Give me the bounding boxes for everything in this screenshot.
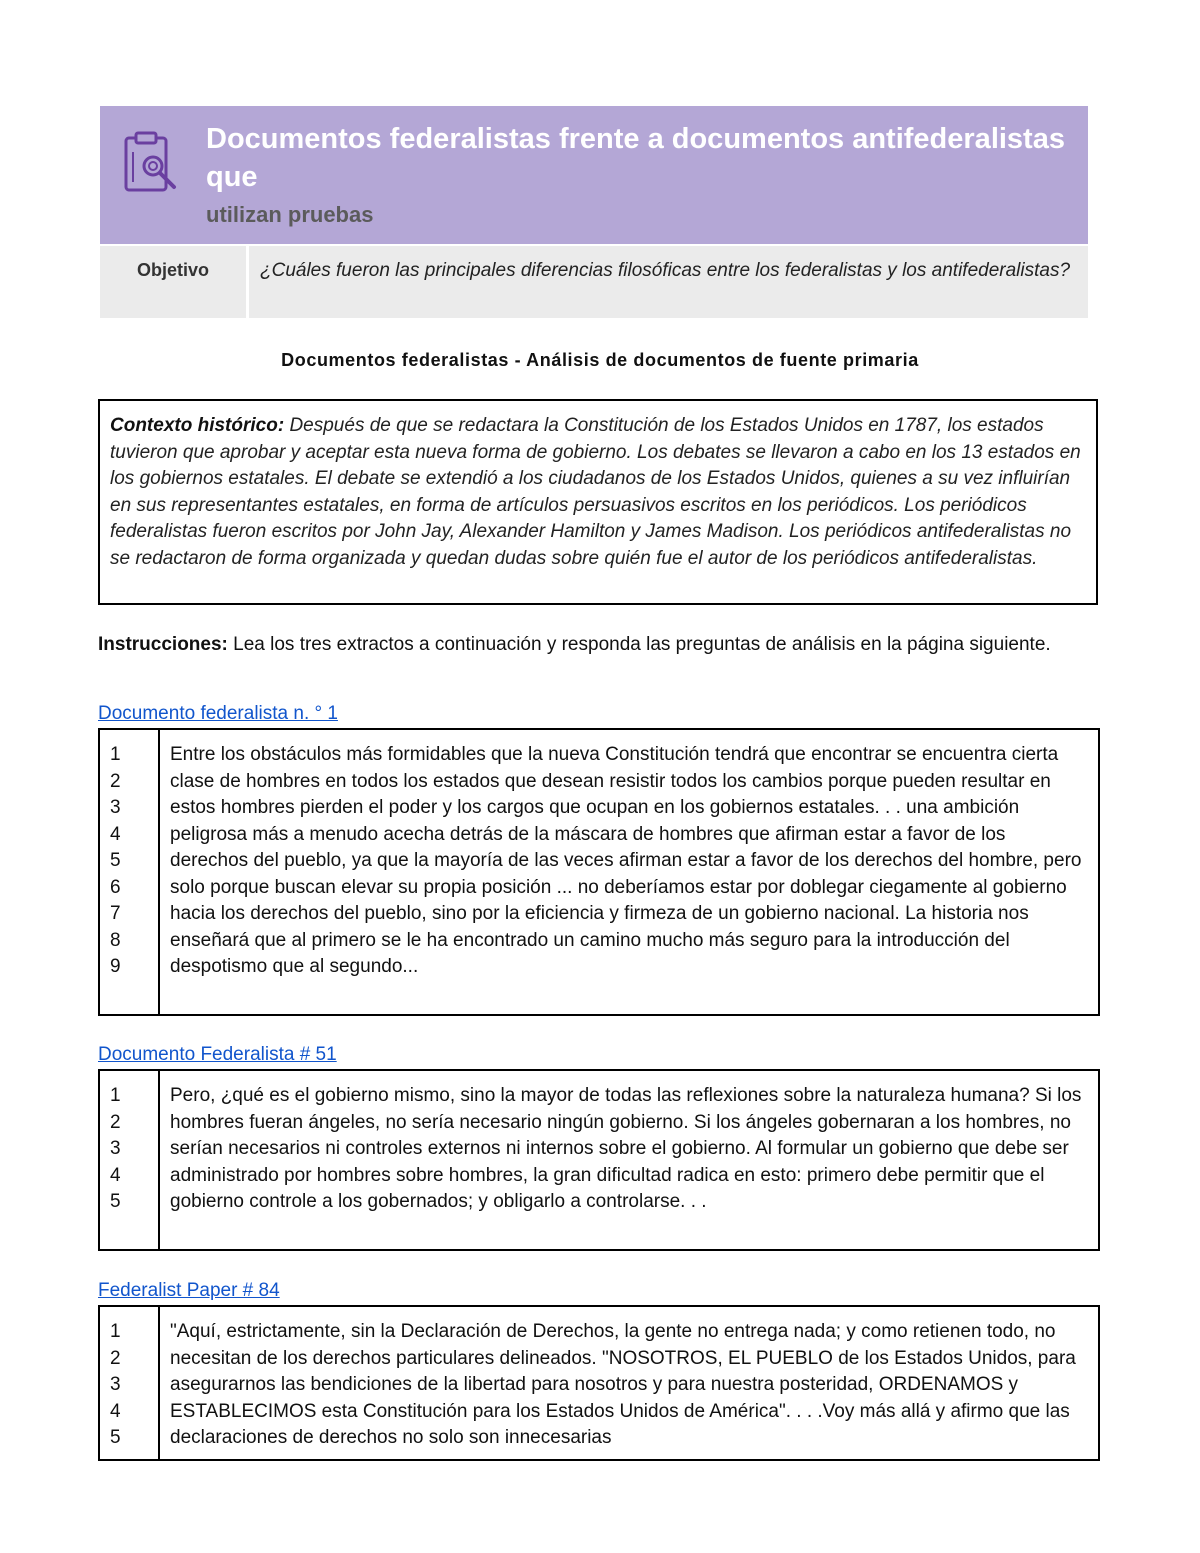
line-number: 3 — [110, 1374, 121, 1395]
document-excerpt: Pero, ¿qué es el gobierno mismo, sino la mayor de todas las reflexiones sobre la naturaleza humana? Si los hombres fueran ángeles, no sería necesario ningún gobierno. Si los ángeles gobernaran a los hombres, no serían necesarios ni controles externos ni internos sobre el gobierno. Al formular un gobierno que debe ser administrado por hombres sobre hombres, la gran dificultad radica en esto: primero debe permitir que el gobierno controle a los gobernados; y obligarlo a controlarse. . . — [170, 1085, 1082, 1212]
line-number: 7 — [110, 903, 121, 924]
line-number: 6 — [110, 876, 121, 898]
line-numbers — [100, 1307, 160, 1459]
section-title: Documentos federalistas - Análisis de documentos de fuente primaria — [281, 350, 919, 370]
context-text: Después de que se redactara la Constitución de los Estados Unidos en 1787, los estados tuvieron que aprobar y aceptar esta nueva forma de gobierno. Los debates se llevaron a cabo en los 13 estados en los gobiernos estatales. El debate se extendió a los ciudadanos de los Estados Unidos, quienes a su vez influirían en sus representantes estatales, en forma de artículos persuasivos escritos en los periódicos. Los periódicos federalistas fueron escritos por John Jay, Alexander Hamilton y James Madison. Los periódicos antifederalistas no se redactaron de forma organizada y quedan dudas sobre quién fue el autor de los periódicos antifederalistas. — [110, 415, 1081, 569]
document-table-federalist-84 — [98, 1305, 1100, 1461]
line-number: 5 — [110, 1427, 121, 1448]
historical-context-box — [98, 399, 1098, 605]
page-title: Documentos federalistas frente a documentos antifederalistas que — [206, 123, 1065, 193]
objective-label: Objetivo — [136, 260, 209, 280]
line-number: 4 — [110, 823, 121, 845]
line-number: 9 — [110, 956, 121, 977]
line-number: 2 — [110, 1347, 121, 1369]
document-link-federalist-1[interactable]: Documento federalista n. ° 1 — [98, 703, 338, 724]
instructions-label: Instrucciones: — [98, 634, 228, 655]
line-numbers — [100, 1071, 160, 1249]
line-number: 3 — [110, 797, 121, 818]
instructions-text: Lea los tres extractos a continuación y responda las preguntas de análisis en la página siguiente. — [227, 634, 1051, 655]
line-number: 2 — [110, 770, 121, 792]
document-link-federalist-51[interactable]: Documento Federalista # 51 — [98, 1044, 337, 1065]
document-table-federalist-1 — [98, 728, 1100, 1016]
line-number: 4 — [110, 1400, 121, 1422]
line-number: 1 — [110, 1085, 121, 1106]
document-excerpt: Entre los obstáculos más formidables que la nueva Constitución tendrá que encontrar se encuentra cierta clase de hombres en todos los estados que desean resistir todos los cambios porque pueden resultar en estos hombres pierden el poder y los cargos que ocupan en los gobiernos estatales. . . una ambición peligrosa más a menudo acecha detrás de la máscara de hombres que afirman estar a favor de los derechos del pueblo, ya que la mayoría de las veces afirman estar a favor de los derechos del hombre, pero solo porque buscan elevar su propia posición ... no deberíamos estar por doblegar ciegamente al gobierno hacia los derechos del pueblo, sino por la eficiencia y firmeza de un gobierno nacional. La historia nos enseñará que al primero se le ha encontrado un camino mucho más seguro para la introducción del despotismo que al segundo... — [170, 744, 1082, 977]
objective-divider — [246, 246, 249, 318]
line-numbers — [100, 730, 160, 1014]
objective-question: ¿Cuáles fueron las principales diferencias filosóficas entre los federalistas y los antifederalistas? — [260, 260, 1071, 281]
document-table-federalist-51 — [98, 1069, 1100, 1251]
instructions — [98, 632, 1098, 658]
clipboard-search-icon — [120, 128, 184, 198]
document-excerpt: "Aquí, estrictamente, sin la Declaración de Derechos, la gente no entrega nada; y como retienen todo, no necesitan de los derechos particulares delineados. "NOSOTROS, EL PUEBLO de los Estados Unidos, para asegurarnos las bendiciones de la libertad para nosotros y para nuestra posteridad, ORDENAMOS y ESTABLECIMOS esta Constitución para los Estados Unidos de América". . . .Voy más allá y afirmo que las declaraciones de derechos no solo son innecesarias — [170, 1321, 1076, 1448]
context-label: Contexto histórico: — [110, 415, 285, 436]
line-number: 2 — [110, 1111, 121, 1133]
line-number: 1 — [110, 744, 121, 765]
line-number: 5 — [110, 1191, 121, 1212]
line-number: 5 — [110, 850, 121, 871]
line-number: 3 — [110, 1138, 121, 1159]
page-subtitle: utilizan pruebas — [206, 202, 374, 227]
objective-row — [100, 246, 1088, 318]
line-number: 8 — [110, 929, 121, 951]
document-link-federalist-84[interactable]: Federalist Paper # 84 — [98, 1280, 280, 1301]
line-number: 4 — [110, 1164, 121, 1186]
worksheet-header — [100, 106, 1088, 244]
line-number: 1 — [110, 1321, 121, 1342]
